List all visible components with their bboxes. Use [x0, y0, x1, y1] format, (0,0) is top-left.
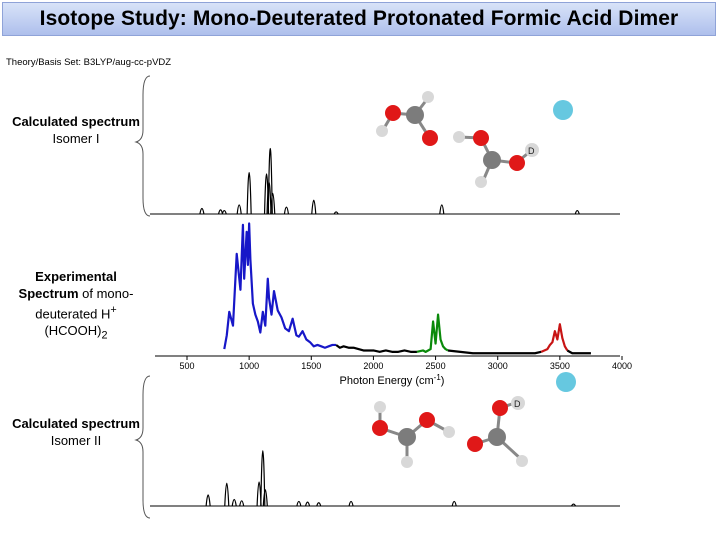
- x-tick-label: 3000: [487, 361, 508, 371]
- label-experimental-bold: Experimental Spectrum: [18, 269, 117, 301]
- label-calculated-isomer-1-rest: Isomer I: [52, 131, 100, 146]
- atom-hydrogen: [475, 176, 487, 188]
- calculated-spectrum-isomer-2: [150, 451, 620, 506]
- atom-oxygen: [422, 130, 438, 146]
- label-calculated-isomer-1-bold: Calculated spectrum: [12, 114, 140, 129]
- experimental-spectrum: [224, 224, 591, 354]
- x-tick-label: 1500: [301, 361, 322, 371]
- deuterium-label-2: D: [514, 399, 521, 409]
- experimental-trace-segment: [567, 350, 591, 353]
- spectrum-peak: [247, 173, 251, 214]
- x-axis-title-end: ): [440, 375, 445, 387]
- atom-hydrogen: [453, 131, 465, 143]
- x-axis-title-main: Photon Energy (cm: [339, 375, 434, 387]
- experimental-trace-segment: [448, 350, 541, 353]
- spectrum-peak: [240, 501, 244, 506]
- spectrum-peak: [349, 501, 353, 506]
- label-calculated-isomer-2-bold: Calculated spectrum: [12, 416, 140, 431]
- spectrum-peak: [284, 207, 288, 214]
- spectrum-peak: [297, 501, 301, 506]
- spectrum-peak: [306, 502, 310, 506]
- spectrum-peak: [312, 200, 316, 214]
- atom-oxygen: [467, 436, 483, 452]
- atom-oxygen: [509, 155, 525, 171]
- label-experimental-sub: 2: [101, 329, 108, 342]
- atom-hydrogen: [516, 455, 528, 467]
- label-experimental-rest: of mono-deuterated H: [35, 286, 134, 322]
- atom-carbon: [398, 428, 416, 446]
- x-tick-label: 2000: [363, 361, 384, 371]
- x-tick-label: 3500: [549, 361, 570, 371]
- atom-carbon: [406, 106, 424, 124]
- atom-hydrogen: [401, 456, 413, 468]
- deuterium-label-1: D: [528, 146, 535, 156]
- spectrum-peak: [200, 208, 204, 214]
- spectrum-peak: [575, 211, 579, 214]
- atom-hydrogen: [443, 426, 455, 438]
- x-tick-label: 2500: [425, 361, 446, 371]
- atom-carbon: [488, 428, 506, 446]
- experimental-trace-segment: [224, 224, 336, 350]
- spectrum-peak: [206, 495, 210, 506]
- deuterium-marker-2: [556, 372, 576, 392]
- spectrum-peak: [232, 500, 236, 507]
- experimental-trace-segment: [336, 345, 417, 352]
- x-axis-title: [340, 373, 445, 387]
- atom-oxygen: [385, 105, 401, 121]
- spectrum-peak: [452, 501, 456, 506]
- calculated-spectrum-isomer-1: [150, 148, 620, 214]
- spectrum-peak: [225, 483, 229, 506]
- atom-hydrogen: [422, 91, 434, 103]
- experimental-trace-segment: [541, 324, 567, 352]
- atom-oxygen: [419, 412, 435, 428]
- deuterium-marker-1: [553, 100, 573, 120]
- x-tick-label: 1000: [239, 361, 260, 371]
- chart-title: Isotope Study: Mono-Deuterated Protonated Formic Acid Dimer: [39, 7, 679, 30]
- atom-hydrogen: [376, 125, 388, 137]
- atom-oxygen: [473, 130, 489, 146]
- spectrum-peak: [222, 211, 226, 214]
- spectrum-peak: [440, 205, 444, 214]
- molecule-isomer-1: [376, 91, 573, 188]
- subtitle: Theory/Basis Set: B3LYP/aug-cc-pVDZ: [6, 57, 172, 68]
- experimental-trace-segment: [417, 315, 448, 352]
- label-experimental-rest2: (HCOOH): [44, 323, 102, 339]
- label-calculated-isomer-2-rest: Isomer II: [50, 433, 102, 448]
- x-axis-title-sup: -1: [433, 373, 441, 382]
- x-tick-label: 4000: [611, 361, 633, 371]
- label-experimental-sup: +: [110, 304, 117, 316]
- x-tick-label: 500: [179, 361, 195, 371]
- brace-top: [136, 76, 150, 216]
- atom-oxygen: [492, 400, 508, 416]
- spectrum-peak: [237, 205, 241, 214]
- atom-hydrogen: [374, 401, 386, 413]
- brace-bottom: [136, 376, 150, 518]
- atom-oxygen: [372, 420, 388, 436]
- atom-carbon: [483, 151, 501, 169]
